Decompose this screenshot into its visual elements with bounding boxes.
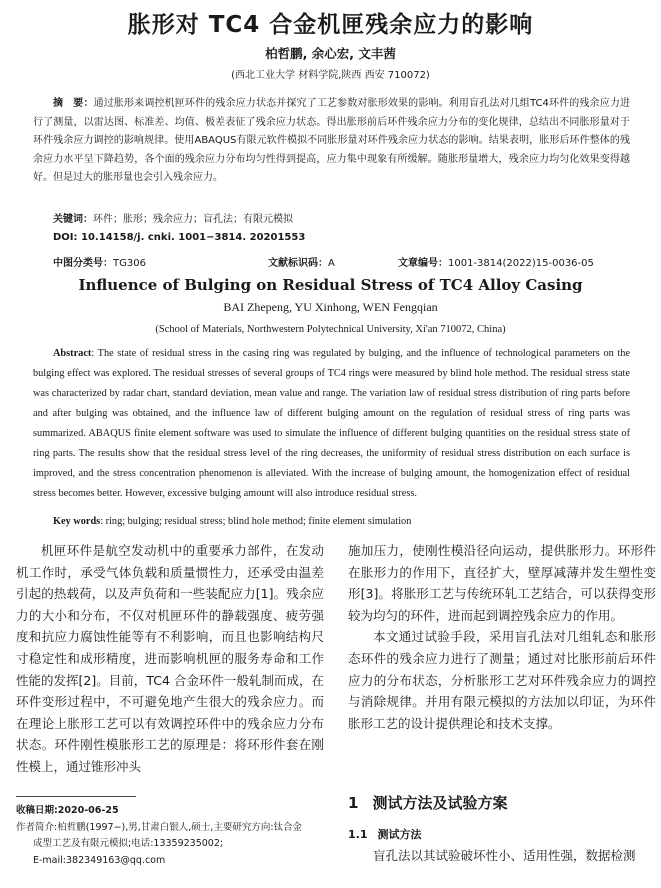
section-heading [348, 792, 658, 813]
keywords-chinese-text: 环件；胀形；残余应力；盲孔法；有限元模拟 [93, 214, 293, 225]
doi-value: 10.14158/j. cnki. 1001−3814. 20201553 [81, 232, 306, 243]
abstract-chinese [33, 95, 630, 188]
subsection-number: 1.1 [348, 828, 368, 841]
author-bio: 作者简介:柏哲鹏(1997−),男,甘肃白银人,硕士,主要研究方向:钛合金 [16, 821, 303, 833]
author-email: E-mail:382349163@qq.com [33, 854, 166, 866]
title-english: Influence of Bulging on Residual Stress of TC4 Alloy Casing [78, 276, 583, 294]
abstract-english-text: : The state of residual stress in the casing ring was regulated by bulging, and the influence of technological parameters on the bulging effect was explored. The residual stresses of several groups of TC4 rings were measured by blind hole method. The residual stress state was characterized by radar chart, standard deviation, mean value and range. The variation law of residual stress distribution of ring parts before and after bulging was obtained, and the influence law of different bulging amount on the regulation of residual stress of ring parts was summarized. ABAQUS finite element software was used to simulate the influence of different bulging quantities on the residual stress state of ring parts. The results show that the residual stress level of the ring decreases, the uniformity of residual stress distribution on each surface is improved, and the stress concentration phenomenon is alleviated. With the increase of bulging amount, the homogenization effect of residual stress becomes better. However, excessive bulging amount will also introduce residual stress. [33, 348, 630, 499]
body-paragraph: 本文通过试验手段，采用盲孔法对几组轧态和胀形态环件的残余应力进行了测量；通过对比胀形前后环件应力的分布状态，分析胀形工艺对环件残余应力的调控与消除规律。并用有限元模拟的方法加以印证，为环件胀形工艺的设计提供理论和技术支撑。 [348, 629, 656, 731]
section-title: 测试方法及试验方案 [372, 794, 508, 812]
abstract-chinese-text: 通过胀形来调控机匣环件的残余应力状态并探究了工艺参数对胀形效果的影响。利用盲孔法对几组TC4环件的残余应力进行了测量，以雷达图、标准差、均值、极差表征了残余应力状态。得出胀形前后环件残余应力分布的变化规律，总结出不同胀形量对于环件残余应力调控的影响规律。使用ABAQUS有限元软件模拟不同胀形量对环件残余应力状态的影响。结果表明，胀形后环件整体的残余应力水平呈下降趋势，各个面的残余应力分布均匀性得到提高，应力集中现象有所缓解。随胀形量增大，残余应力均匀化效果变得越好。但是过大的胀形量也会引入残余应力。 [33, 98, 630, 183]
keywords-chinese [53, 210, 293, 225]
authors-chinese: 柏哲鹏, 余心宏, 文丰茜 [265, 46, 396, 61]
keywords-chinese-label: 关键词： [53, 214, 93, 225]
body-left-column [16, 540, 324, 778]
keywords-english [53, 516, 633, 527]
subsection-text: 盲孔法以其试验破坏性小、适用性强，数据检测 [373, 848, 636, 863]
doi-label: DOI: [53, 232, 82, 243]
subsection-title: 测试方法 [377, 828, 422, 841]
document-code-value: A [328, 258, 335, 269]
authors-english: BAI Zhepeng, YU Xinhong, WEN Fengqian [223, 300, 438, 314]
doi-line [53, 232, 305, 243]
received-date: 收稿日期:2020-06-25 [16, 805, 119, 816]
author-bio-cont: 成型工艺及有限元模拟;电话:13359235002; [33, 838, 224, 849]
affiliation-english: (School of Materials, Northwestern Polytechnical University, Xi'an 710072, China) [155, 324, 506, 335]
section-number: 1 [348, 794, 359, 812]
document-code-label: 文献标识码： [268, 258, 328, 269]
document-code [268, 254, 335, 269]
abstract-english-label: Abstract [53, 348, 92, 359]
keywords-english-text: : ring; bulging; residual stress; blind hole method; finite element simulation [100, 516, 412, 527]
title-chinese: 胀形对 TC4 合金机匣残余应力的影响 [127, 12, 534, 38]
article-number-label: 文章编号： [398, 258, 448, 269]
keywords-english-label: Key words [53, 516, 101, 527]
footnote [16, 803, 326, 869]
body-paragraph: 施加压力，使刚性模沿径向运动，提供胀形力。环形件在胀形力的作用下，直径扩大，壁厚减薄并发生塑性变形[3]。将胀形工艺与传统环轧工艺结合，可以获得变形较为均匀的环件，进而起到调控残余应力的作用。 [348, 543, 656, 623]
body-paragraph: 机匣环件是航空发动机中的重要承力部件，在发动机工作时，承受气体负载和质量惯性力，还承受由温差引起的热载荷，以及声负荷和一些装配应力[1]。残余应力的大小和分布，不仅对机匣环件的静载强度、疲劳强度和抗应力腐蚀性能等有不利影响，而且也影响结构尺寸稳定性和成形精度，进而影响机匣的服务寿命和工作性能的发挥[2]。目前，TC4 合金环件一般轧制而成，在环件变形过程中，不可避免地产生很大的残余应力。而在理论上胀形工艺可以有效调控环件中的残余应力分布状态。环件刚性模胀形工艺的原理是：将环形件套在刚性模上，通过锥形冲头 [16, 543, 324, 774]
clc-number [53, 254, 146, 269]
abstract-english [33, 344, 630, 504]
footnote-divider [16, 796, 136, 797]
subsection-heading [348, 826, 658, 842]
body-right-column [348, 540, 656, 734]
article-number [398, 254, 594, 269]
abstract-chinese-label: 摘 要： [53, 98, 94, 109]
affiliation-chinese: (西北工业大学 材料学院,陕西 西安 710072) [231, 70, 430, 81]
article-number-value: 1001-3814(2022)15-0036-05 [448, 258, 594, 269]
clc-value: TG306 [113, 258, 146, 269]
clc-label: 中图分类号： [53, 258, 113, 269]
